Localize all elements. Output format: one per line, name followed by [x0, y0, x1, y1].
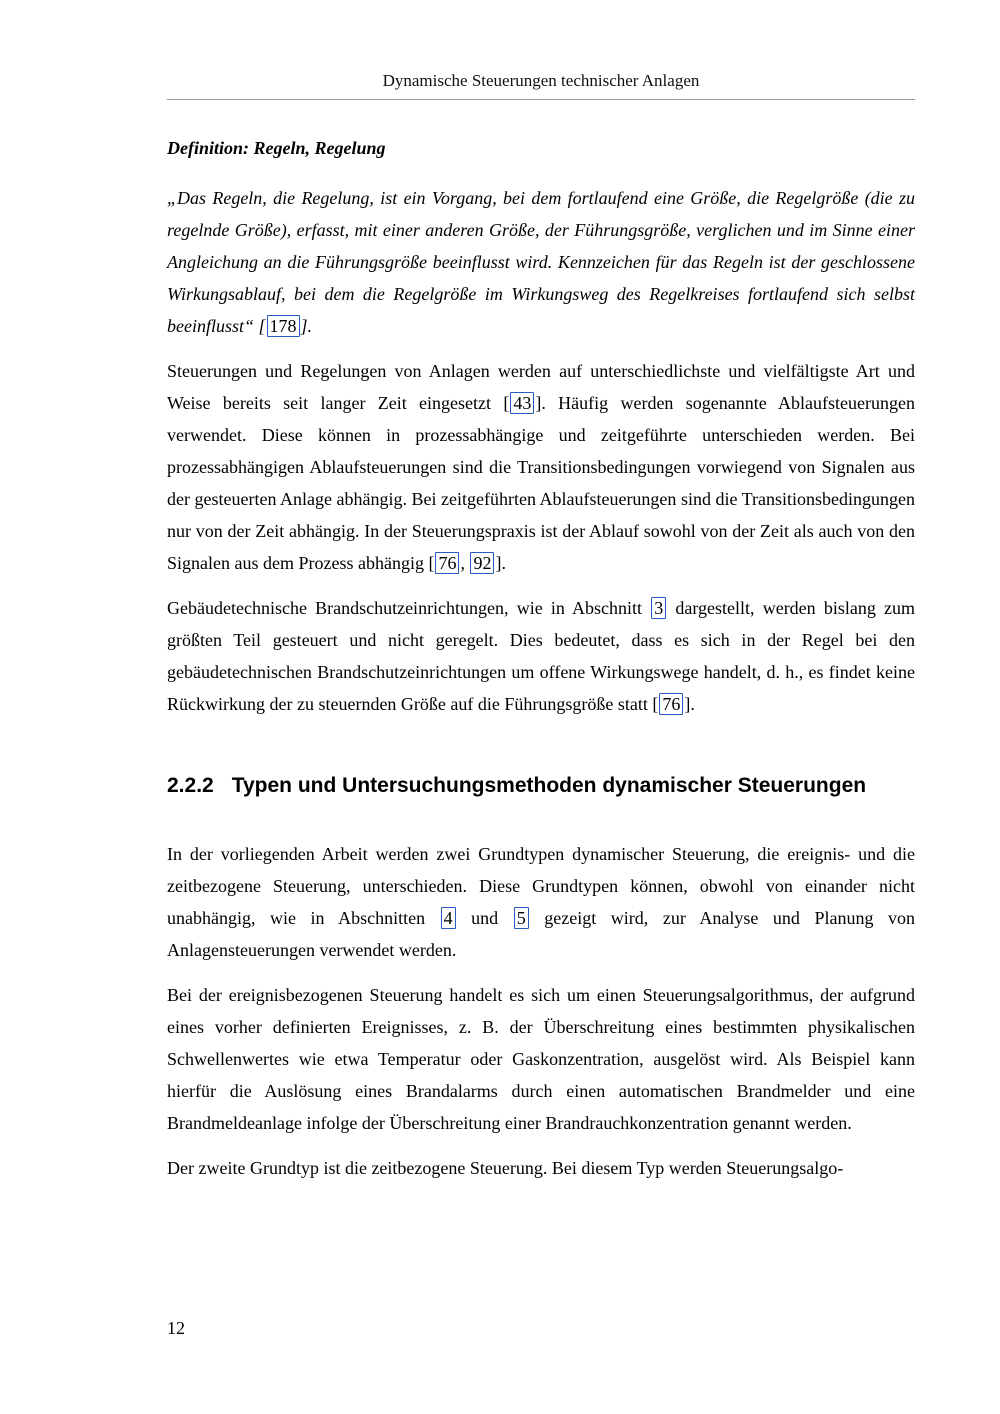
citation-link[interactable]: 76	[659, 693, 683, 715]
paragraph: Gebäudetechnische Brandschutzeinrichtungen, wie in Abschnitt 3 dargestellt, werden bislang zum größten Teil gesteuert und nicht geregelt. Dies bedeutet, dass es sich in der Regel bei den gebäudetechnischen Brandschutzeinrichtungen um offene Wirkungswege handelt, d. h., es findet keine Rückwirkung der zu steuernden Größe auf die Führungsgröße statt [ 76 ].	[167, 598, 915, 714]
section-heading	[167, 772, 915, 800]
paragraph: In der vorliegenden Arbeit werden zwei Grundtypen dynamischer Steuerung, die ereignis- und die zeitbezogene Steuerung, unterschieden. Diese Grundtypen können, obwohl von einander nicht unabhängig, wie in Abschnitten 4 und 5 gezeigt wird, zur Analyse und Planung von Anlagensteuerungen verwendet werden.	[167, 844, 915, 960]
page-body	[167, 132, 915, 1184]
page-number: 12	[167, 1318, 185, 1338]
section-ref-link[interactable]: 3	[651, 597, 666, 619]
section-number: 2.2.2	[167, 774, 214, 797]
paragraph: Der zweite Grundtyp ist die zeitbezogene Steuerung. Bei diesem Typ werden Steuerungsalgo-	[167, 1158, 844, 1178]
header-rule	[167, 99, 915, 100]
definition-quote: „Das Regeln, die Regelung, ist ein Vorgang, bei dem fortlaufend eine Größe, die Regelgröße (die zu regelnde Größe), erfasst, mit einer anderen Größe, der Führungsgröße, verglichen und im Sinne einer Angleichung an die Führungsgröße beeinflusst wird. Kennzeichen für das Regeln ist der geschlossene Wirkungsablauf, bei dem die Regelgröße im Wirkungsweg des Regelkreises fortlaufend sich selbst beeinflusst“ [ 178 ].	[167, 188, 915, 336]
definition-heading: Definition: Regeln, Regelung	[167, 138, 386, 158]
citation-link[interactable]: 43	[510, 392, 534, 414]
section-ref-link[interactable]: 5	[514, 907, 529, 929]
citation-link[interactable]: 76	[435, 552, 459, 574]
running-header: Dynamische Steuerungen technischer Anlagen	[382, 71, 700, 90]
section-title: Typen und Untersuchungsmethoden dynamischer Steuerungen	[231, 774, 867, 797]
page-header	[167, 0, 915, 92]
citation-link[interactable]: 178	[267, 315, 300, 337]
citation-link[interactable]: 92	[470, 552, 494, 574]
section-ref-link[interactable]: 4	[441, 907, 456, 929]
paragraph: Bei der ereignisbezogenen Steuerung handelt es sich um einen Steuerungsalgorithmus, der aufgrund eines vorher definierten Ereignisses, z. B. der Überschreitung eines bestimmten physikalischen Schwellenwertes wie etwa Temperatur oder Gaskonzentration, ausgelöst wird. Als Beispiel kann hierfür die Auslösung eines Brandalarms durch einen automatischen Brandmelder und eine Brandmeldeanlage infolge der Überschreitung einer Brandrauchkonzentration genannt werden.	[167, 985, 915, 1133]
paragraph: Steuerungen und Regelungen von Anlagen werden auf unterschiedlichste und vielfältigste Art und Weise bereits seit langer Zeit eingesetzt [ 43 ]. Häufig werden sogenannte Ablaufsteuerungen verwendet. Diese können in prozessabhängige und zeitgeführte unterschieden werden. Bei prozessabhängigen Ablaufsteuerungen sind die Transitionsbedingungen vorwiegend von Signalen aus der gesteuerten Anlage abhängig. Bei zeitgeführten Ablaufsteuerungen sind die Transitionsbedingungen nur von der Zeit abhängig. In der Steuerungspraxis ist der Ablauf sowohl von der Zeit als auch von den Signalen aus dem Prozess abhängig [ 76 , 92 ].	[167, 361, 915, 573]
